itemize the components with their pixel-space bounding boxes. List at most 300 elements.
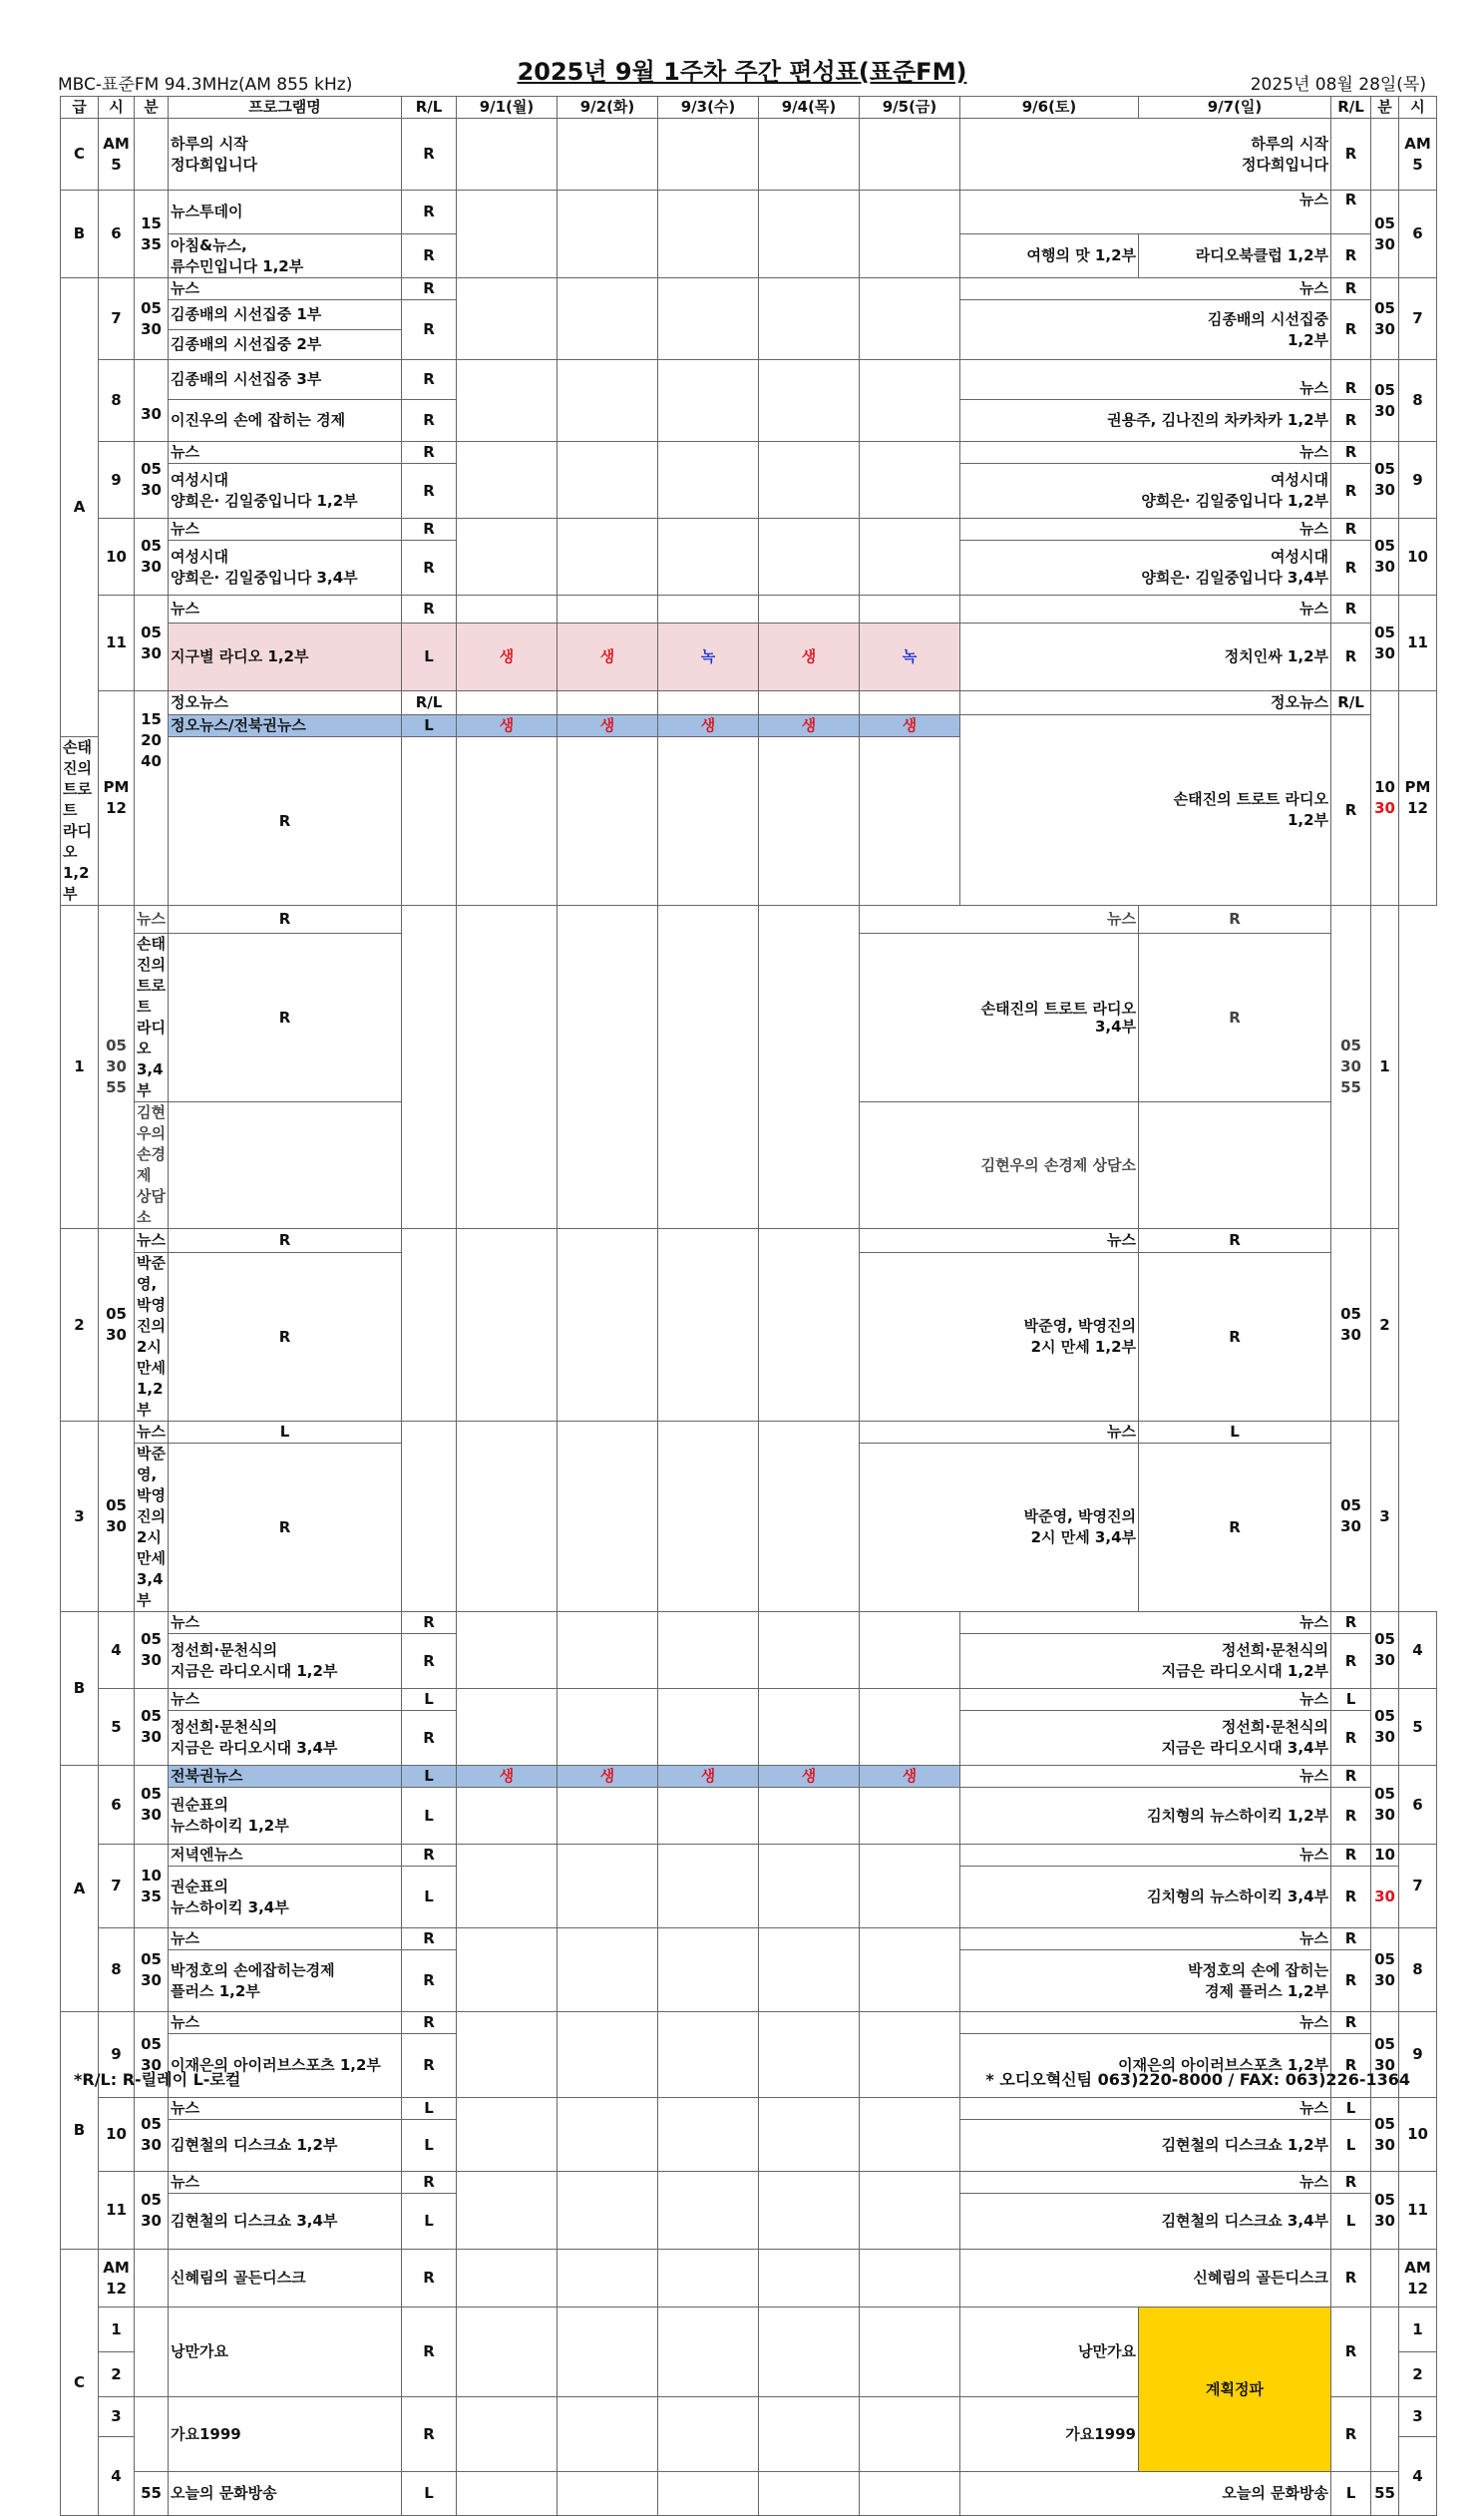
table-row xyxy=(61,2012,1437,2034)
hour-cell: 10 xyxy=(1399,519,1437,596)
grade-cell: A xyxy=(61,278,99,737)
rl-cell: R xyxy=(1331,2172,1371,2194)
rl-cell: R xyxy=(1331,1928,1371,1950)
hour-cell: PM 12 xyxy=(99,691,135,906)
live-mark: 생 xyxy=(658,1766,759,1788)
rl-cell: R xyxy=(1331,2397,1371,2472)
program-cell: 가요1999 xyxy=(169,2397,402,2472)
table-row xyxy=(61,1928,1437,1950)
grade-cell: B xyxy=(61,1612,99,1766)
minute-cell: 30 xyxy=(1371,1867,1399,1928)
weekend-program-cell: 뉴스 xyxy=(960,1689,1331,1711)
table-row xyxy=(61,278,1437,300)
hour-cell: 10 xyxy=(99,519,135,596)
program-cell: 하루의 시작 정다희입니다 xyxy=(169,119,402,191)
rl-cell: R xyxy=(169,1253,402,1422)
program-cell: 저녁엔뉴스 xyxy=(169,1845,402,1867)
rl-cell: R xyxy=(1331,541,1371,596)
program-cell: 뉴스 xyxy=(169,278,402,300)
rl-cell: L xyxy=(402,2120,457,2172)
hour-cell: 3 xyxy=(1371,1422,1399,1612)
weekend-program-cell: 여성시대 양희은· 김일중입니다 1,2부 xyxy=(960,464,1331,519)
minute-cell: 05 30 xyxy=(1371,2098,1399,2172)
minute-cell: 15 20 40 xyxy=(135,691,169,906)
program-cell: 김현철의 디스크쇼 1,2부 xyxy=(169,2120,402,2172)
hour-cell: 5 xyxy=(1399,1689,1437,1766)
live-mark: 생 xyxy=(860,715,960,737)
rl-cell: R xyxy=(1139,934,1331,1102)
table-row xyxy=(61,519,1437,541)
minute-cell: 05 30 xyxy=(1371,278,1399,360)
rl-cell: R xyxy=(1331,1711,1371,1766)
rl-cell: R/L xyxy=(1331,691,1371,715)
rl-cell: R xyxy=(169,1444,402,1612)
minute-cell: 05 30 xyxy=(1371,519,1399,596)
rl-cell: R xyxy=(1331,119,1371,191)
weekend-program-cell: 김치형의 뉴스하이킥 1,2부 xyxy=(960,1788,1331,1845)
rl-cell: R xyxy=(1331,2307,1371,2397)
table-row xyxy=(61,2307,1437,2352)
rl-cell: R xyxy=(169,1229,402,1253)
hour-cell: AM 12 xyxy=(1399,2250,1437,2307)
live-mark: 생 xyxy=(557,624,658,691)
table-row xyxy=(61,2250,1437,2307)
rl-cell: R xyxy=(1331,300,1371,360)
rl-cell: R xyxy=(402,360,457,400)
rl-cell: R xyxy=(1331,1788,1371,1845)
table-row xyxy=(61,1689,1437,1711)
rl-cell: R xyxy=(402,1845,457,1867)
footer-legend: *R/L: R-릴레이 L-로컬 xyxy=(74,2070,241,2089)
hour-cell: 8 xyxy=(99,360,135,442)
program-cell: 김현철의 디스크쇼 3,4부 xyxy=(169,2194,402,2250)
weekend-program-cell: 뉴스 xyxy=(860,906,1139,934)
weekend-program-cell: 가요1999 xyxy=(960,2397,1139,2472)
table-row xyxy=(61,715,1437,737)
program-cell: 오늘의 문화방송 xyxy=(169,2472,402,2516)
planned-outage-cell: 계획정파 xyxy=(1139,2307,1331,2472)
minute-cell: 10 35 xyxy=(135,1845,169,1928)
rl-cell: L xyxy=(1331,2098,1371,2120)
rec-mark: 녹 xyxy=(658,624,759,691)
hour-cell: 6 xyxy=(99,191,135,278)
rl-cell: L xyxy=(402,1867,457,1928)
table-row xyxy=(61,360,1437,400)
program-cell: 손태진의 트로트 라디오 3,4부 xyxy=(135,934,169,1102)
weekend-program-cell: 뉴스 xyxy=(960,2098,1331,2120)
rl-cell: R xyxy=(402,541,457,596)
hour-cell: 11 xyxy=(1399,596,1437,691)
rl-cell: R xyxy=(1331,1634,1371,1689)
live-mark: 생 xyxy=(457,1766,557,1788)
col-hour-right: 시 xyxy=(1399,97,1437,119)
weekend-program-cell: 이재은의 아이러브스포츠 1,2부 xyxy=(960,2034,1331,2098)
table-row xyxy=(61,1845,1437,1867)
live-mark: 생 xyxy=(658,715,759,737)
program-cell: 손태진의 트로트 라디오 1,2부 xyxy=(61,737,99,906)
minute-cell: 05 30 xyxy=(1371,1928,1399,2012)
rl-cell: R xyxy=(1139,1253,1331,1422)
program-cell: 여성시대 양희은· 김일중입니다 1,2부 xyxy=(169,464,402,519)
hour-cell: 11 xyxy=(1399,2172,1437,2250)
program-cell: 지구별 라디오 1,2부 xyxy=(169,624,402,691)
rl-cell: R xyxy=(1331,715,1371,906)
program-cell: 권순표의 뉴스하이킥 1,2부 xyxy=(169,1788,402,1845)
hour-cell: 1 xyxy=(1399,2307,1437,2352)
hour-cell: 5 xyxy=(99,1689,135,1766)
weekend-program-cell: 김치형의 뉴스하이킥 3,4부 xyxy=(960,1867,1331,1928)
minute-value: 10 xyxy=(1374,778,1395,796)
table-row xyxy=(61,1422,1437,1444)
col-rl-right: R/L xyxy=(1331,97,1371,119)
weekend-program-cell: 뉴스 xyxy=(860,1229,1139,1253)
col-sun: 9/7(일) xyxy=(1139,97,1331,119)
weekend-program-cell: 김현우의 손경제 상담소 xyxy=(860,1102,1139,1229)
rl-cell: R xyxy=(402,2397,457,2472)
weekend-program-cell: 정선희·문천식의 지금은 라디오시대 1,2부 xyxy=(960,1634,1331,1689)
rl-cell: L xyxy=(1139,1422,1331,1444)
table-row xyxy=(61,191,1437,234)
grade-cell: B xyxy=(61,191,99,278)
issue-date: 2025년 08월 28일(목) xyxy=(1250,75,1426,95)
program-cell: 박정호의 손에잡히는경제 플러스 1,2부 xyxy=(169,1950,402,2012)
rl-cell: R xyxy=(1331,2250,1371,2307)
program-cell: 정선희·문천식의 지금은 라디오시대 1,2부 xyxy=(169,1634,402,1689)
hour-cell: 7 xyxy=(99,278,135,360)
live-mark: 생 xyxy=(557,1766,658,1788)
col-minute: 분 xyxy=(135,97,169,119)
minute-cell: 05 30 xyxy=(135,2172,169,2250)
rl-cell: R xyxy=(1139,906,1331,934)
minute-cell: 55 xyxy=(1371,2472,1399,2516)
hour-cell: 4 xyxy=(99,1612,135,1689)
minute-cell: 05 30 xyxy=(99,1229,135,1422)
table-row xyxy=(61,906,1437,934)
col-hour: 시 xyxy=(99,97,135,119)
rl-cell: R xyxy=(402,1634,457,1689)
rl-cell: R xyxy=(1331,2012,1371,2034)
program-cell: 뉴스 xyxy=(169,519,402,541)
table-row xyxy=(61,442,1437,464)
hour-cell: AM 5 xyxy=(1399,119,1437,191)
rl-cell: R xyxy=(402,234,457,278)
minute-cell: 05 30 xyxy=(135,278,169,360)
minute-cell: 05 30 xyxy=(1371,2012,1399,2098)
hour-cell: PM 12 xyxy=(1399,691,1437,906)
table-row xyxy=(61,119,1437,191)
rl-cell: R xyxy=(402,1928,457,1950)
minute-cell: 05 30 xyxy=(1331,1229,1371,1422)
rl-cell: R xyxy=(1331,234,1371,278)
program-cell: 뉴스 xyxy=(169,442,402,464)
table-row xyxy=(61,2472,1437,2516)
rl-cell: R xyxy=(1331,1766,1371,1788)
minute-value-highlight: 30 xyxy=(1374,799,1395,817)
hour-cell: 11 xyxy=(99,596,135,691)
rl-cell: R xyxy=(1331,1612,1371,1634)
rl-cell: R xyxy=(1331,1845,1371,1867)
weekend-program-cell: 뉴스 xyxy=(960,1766,1331,1788)
col-fri: 9/5(금) xyxy=(860,97,960,119)
hour-cell: 9 xyxy=(99,2012,135,2098)
rl-cell: R xyxy=(1331,1867,1371,1928)
program-cell: 이재은의 아이러브스포츠 1,2부 xyxy=(169,2034,402,2098)
program-cell: 뉴스 xyxy=(135,1229,169,1253)
weekend-program-cell: 하루의 시작 정다희입니다 xyxy=(960,119,1331,191)
program-cell: 뉴스 xyxy=(169,2012,402,2034)
rl-cell: R xyxy=(1139,1444,1331,1612)
minute-cell xyxy=(1371,691,1399,906)
hour-cell: 8 xyxy=(1399,360,1437,442)
minute-cell: 05 30 xyxy=(1371,2172,1399,2250)
page-title: 2025년 9월 1주차 주간 편성표(표준FM) xyxy=(517,58,967,86)
minute-cell: 05 30 xyxy=(135,2012,169,2098)
minute-cell: 05 30 xyxy=(135,596,169,691)
grade-cell: B xyxy=(61,2012,99,2250)
table-row xyxy=(61,624,1437,691)
table-row xyxy=(61,596,1437,624)
minute-cell: 10 xyxy=(1371,1845,1399,1867)
minute-cell: 05 30 xyxy=(99,1422,135,1612)
rl-cell: R xyxy=(1331,2034,1371,2098)
program-cell: 김현우의 손경제 상담소 xyxy=(135,1102,169,1229)
weekend-program-cell: 박준영, 박영진의 2시 만세 3,4부 xyxy=(860,1444,1139,1612)
rl-cell: R xyxy=(402,191,457,234)
table-row xyxy=(61,1229,1437,1253)
col-thu: 9/4(목) xyxy=(759,97,860,119)
rl-cell: L xyxy=(169,1422,402,1444)
hour-cell: 2 xyxy=(61,1229,99,1422)
rl-cell: L xyxy=(1331,2194,1371,2250)
minute-cell xyxy=(135,119,169,191)
rl-cell: L xyxy=(402,715,457,737)
weekend-program-cell: 뉴스 xyxy=(960,2172,1331,2194)
weekend-program-cell: 낭만가요 xyxy=(960,2307,1139,2397)
rec-mark: 녹 xyxy=(860,624,960,691)
live-mark: 생 xyxy=(457,624,557,691)
rl-cell: R xyxy=(1331,191,1371,234)
grade-cell: C xyxy=(61,2250,99,2516)
rl-cell: R xyxy=(402,519,457,541)
weekend-program-cell: 뉴스 xyxy=(960,519,1331,541)
program-cell: 권순표의 뉴스하이킥 3,4부 xyxy=(169,1867,402,1928)
weekend-program-cell: 권용주, 김나진의 차카차카 1,2부 xyxy=(960,400,1331,442)
live-mark: 생 xyxy=(759,715,860,737)
rl-cell: R xyxy=(402,300,457,360)
program-cell: 전북권뉴스 xyxy=(169,1766,402,1788)
hour-cell: 6 xyxy=(1399,191,1437,278)
hour-cell: 10 xyxy=(1399,2098,1437,2172)
grade-cell: C xyxy=(61,119,99,191)
weekend-program-cell: 뉴스 xyxy=(960,360,1331,400)
rl-cell: R xyxy=(1331,1950,1371,2012)
minute-cell: 05 30 xyxy=(1371,596,1399,691)
weekend-program-cell: 손태진의 트로트 라디오 3,4부 xyxy=(860,934,1139,1102)
program-cell: 신혜림의 골든디스크 xyxy=(169,2250,402,2307)
program-cell: 뉴스 xyxy=(169,1689,402,1711)
rl-cell: L xyxy=(1331,2472,1371,2516)
rl-cell: R xyxy=(402,596,457,624)
hour-cell: 8 xyxy=(99,1928,135,2012)
table-row xyxy=(61,1766,1437,1788)
weekend-program-cell: 여행의 맛 1,2부 xyxy=(960,234,1139,278)
weekend-program-cell: 라디오북클럽 1,2부 xyxy=(1139,234,1331,278)
program-cell: 이진우의 손에 잡히는 경제 xyxy=(169,400,402,442)
rl-cell: R xyxy=(402,2012,457,2034)
minute-cell: 05 30 xyxy=(1331,1422,1371,1612)
program-cell: 뉴스 xyxy=(169,596,402,624)
weekend-program-cell: 정오뉴스 xyxy=(960,691,1331,715)
hour-cell: AM 12 xyxy=(99,2250,135,2307)
hour-cell: 2 xyxy=(1399,2352,1437,2397)
weekend-program-cell: 손태진의 트로트 라디오 1,2부 xyxy=(960,715,1331,906)
schedule-table xyxy=(60,96,1437,2516)
col-tue: 9/2(화) xyxy=(557,97,658,119)
minute-cell: 05 30 xyxy=(1371,1689,1399,1766)
table-row xyxy=(61,691,1437,715)
rl-cell: R xyxy=(402,1711,457,1766)
minute-cell: 05 30 xyxy=(135,519,169,596)
weekend-program-cell: 오늘의 문화방송 xyxy=(960,2472,1331,2516)
live-mark: 생 xyxy=(759,624,860,691)
table-row xyxy=(61,1788,1437,1845)
hour-cell: 6 xyxy=(1399,1766,1437,1845)
weekend-program-cell: 정치인싸 1,2부 xyxy=(960,624,1331,691)
weekend-program-cell: 정선희·문천식의 지금은 라디오시대 3,4부 xyxy=(960,1711,1331,1766)
minute-cell: 05 30 xyxy=(1371,1612,1399,1689)
footer-contact: * 오디오혁신팀 063)220-8000 / FAX: 063)226-1364 xyxy=(985,2070,1410,2089)
minute-cell: 05 30 xyxy=(135,442,169,519)
rl-cell: R xyxy=(169,737,402,906)
program-cell: 김종배의 시선집중 1부 xyxy=(169,300,402,330)
weekend-program-cell: 뉴스 xyxy=(960,442,1331,464)
program-cell: 박준영, 박영진의 2시 만세 1,2부 xyxy=(135,1253,169,1422)
rl-cell: R xyxy=(402,1950,457,2012)
weekend-program-cell: 김현철의 디스크쇼 3,4부 xyxy=(960,2194,1331,2250)
rl-cell: R xyxy=(1331,360,1371,400)
minute-cell: 05 30 xyxy=(135,2098,169,2172)
rl-cell: R xyxy=(1331,400,1371,442)
rl-cell: L xyxy=(402,2194,457,2250)
minute-cell: 05 30 xyxy=(135,1766,169,1845)
program-cell: 뉴스 xyxy=(169,2172,402,2194)
hour-cell: 1 xyxy=(61,906,99,1229)
rl-cell: L xyxy=(1331,2120,1371,2172)
weekend-program-cell: 뉴스 xyxy=(960,191,1331,234)
program-cell: 아침&뉴스, 류수민입니다 1,2부 xyxy=(169,234,402,278)
weekend-program-cell: 박준영, 박영진의 2시 만세 1,2부 xyxy=(860,1253,1139,1422)
hour-cell: 6 xyxy=(99,1766,135,1845)
col-wed: 9/3(수) xyxy=(658,97,759,119)
live-mark: 생 xyxy=(759,1766,860,1788)
hour-cell: 9 xyxy=(1399,2012,1437,2098)
rl-cell: R xyxy=(402,1612,457,1634)
rl-cell: R xyxy=(402,442,457,464)
minute-cell: 05 30 xyxy=(1371,191,1399,278)
program-cell: 여성시대 양희은· 김일중입니다 3,4부 xyxy=(169,541,402,596)
weekend-program-cell: 뉴스 xyxy=(960,1928,1331,1950)
minute-cell: 05 30 55 xyxy=(99,906,135,1229)
table-row xyxy=(61,2172,1437,2194)
program-cell: 뉴스 xyxy=(169,1928,402,1950)
weekend-program-cell: 김종배의 시선집중 1,2부 xyxy=(960,300,1331,360)
rl-cell: R xyxy=(1139,1229,1331,1253)
program-cell: 뉴스 xyxy=(135,1422,169,1444)
program-cell: 김종배의 시선집중 3부 xyxy=(169,360,402,400)
minute-cell: 05 30 55 xyxy=(1331,906,1371,1229)
minute-cell: 05 30 xyxy=(135,1689,169,1766)
hour-cell: 9 xyxy=(99,442,135,519)
weekend-program-cell: 신혜림의 골든디스크 xyxy=(960,2250,1331,2307)
hour-cell: 3 xyxy=(61,1422,99,1612)
program-cell: 뉴스투데이 xyxy=(169,191,402,234)
rl-cell: R xyxy=(402,2034,457,2098)
rl-cell: R xyxy=(1331,596,1371,624)
hour-cell: 4 xyxy=(1399,2437,1437,2516)
rl-cell: R xyxy=(402,400,457,442)
rl-cell: L xyxy=(402,2098,457,2120)
program-cell: 박준영, 박영진의 2시 만세 3,4부 xyxy=(135,1444,169,1612)
hour-cell: 7 xyxy=(1399,278,1437,360)
live-mark: 생 xyxy=(557,715,658,737)
hour-cell: 11 xyxy=(99,2172,135,2250)
rl-cell: R xyxy=(402,278,457,300)
hour-cell: 7 xyxy=(99,1845,135,1928)
hour-cell: 8 xyxy=(1399,1928,1437,2012)
hour-cell: AM 5 xyxy=(99,119,135,191)
rl-cell: R xyxy=(402,119,457,191)
program-cell: 정오뉴스 xyxy=(169,691,402,715)
hour-cell: 2 xyxy=(99,2352,135,2397)
weekend-program-cell: 뉴스 xyxy=(960,596,1331,624)
hour-cell: 4 xyxy=(1399,1612,1437,1689)
rl-cell: R xyxy=(1331,519,1371,541)
hour-cell: 1 xyxy=(1371,906,1399,1229)
rl-cell: R xyxy=(1331,442,1371,464)
minute-cell: 05 30 xyxy=(135,1612,169,1689)
hour-cell: 2 xyxy=(1371,1229,1399,1422)
rl-cell: L xyxy=(402,1788,457,1845)
minute-cell: 15 35 xyxy=(135,191,169,278)
hour-cell: 7 xyxy=(1399,1845,1437,1928)
program-cell: 김종배의 시선집중 2부 xyxy=(169,330,402,360)
rl-cell: R xyxy=(169,906,402,934)
live-mark: 생 xyxy=(860,1766,960,1788)
hour-cell: 3 xyxy=(1399,2397,1437,2437)
rl-cell: R/L xyxy=(402,691,457,715)
rl-cell: L xyxy=(402,1689,457,1711)
rl-cell: R xyxy=(402,2307,457,2397)
rl-cell: R xyxy=(1331,624,1371,691)
live-mark: 생 xyxy=(457,715,557,737)
hour-cell: 3 xyxy=(99,2397,135,2437)
col-grade: 급 xyxy=(61,97,99,119)
rl-cell: L xyxy=(1331,1689,1371,1711)
rl-cell: R xyxy=(169,934,402,1102)
hour-cell: 1 xyxy=(99,2307,135,2352)
rl-cell: R xyxy=(1331,464,1371,519)
weekend-program-cell: 뉴스 xyxy=(960,278,1331,300)
col-mon: 9/1(월) xyxy=(457,97,557,119)
program-cell: 정오뉴스/전북권뉴스 xyxy=(169,715,402,737)
minute-cell: 55 xyxy=(135,2472,169,2516)
rl-cell: L xyxy=(402,624,457,691)
program-cell: 뉴스 xyxy=(135,906,169,934)
weekend-program-cell: 뉴스 xyxy=(960,2012,1331,2034)
header-row xyxy=(61,97,1437,119)
weekend-program-cell: 박정호의 손에 잡히는 경제 플러스 1,2부 xyxy=(960,1950,1331,2012)
rl-cell: R xyxy=(1331,278,1371,300)
